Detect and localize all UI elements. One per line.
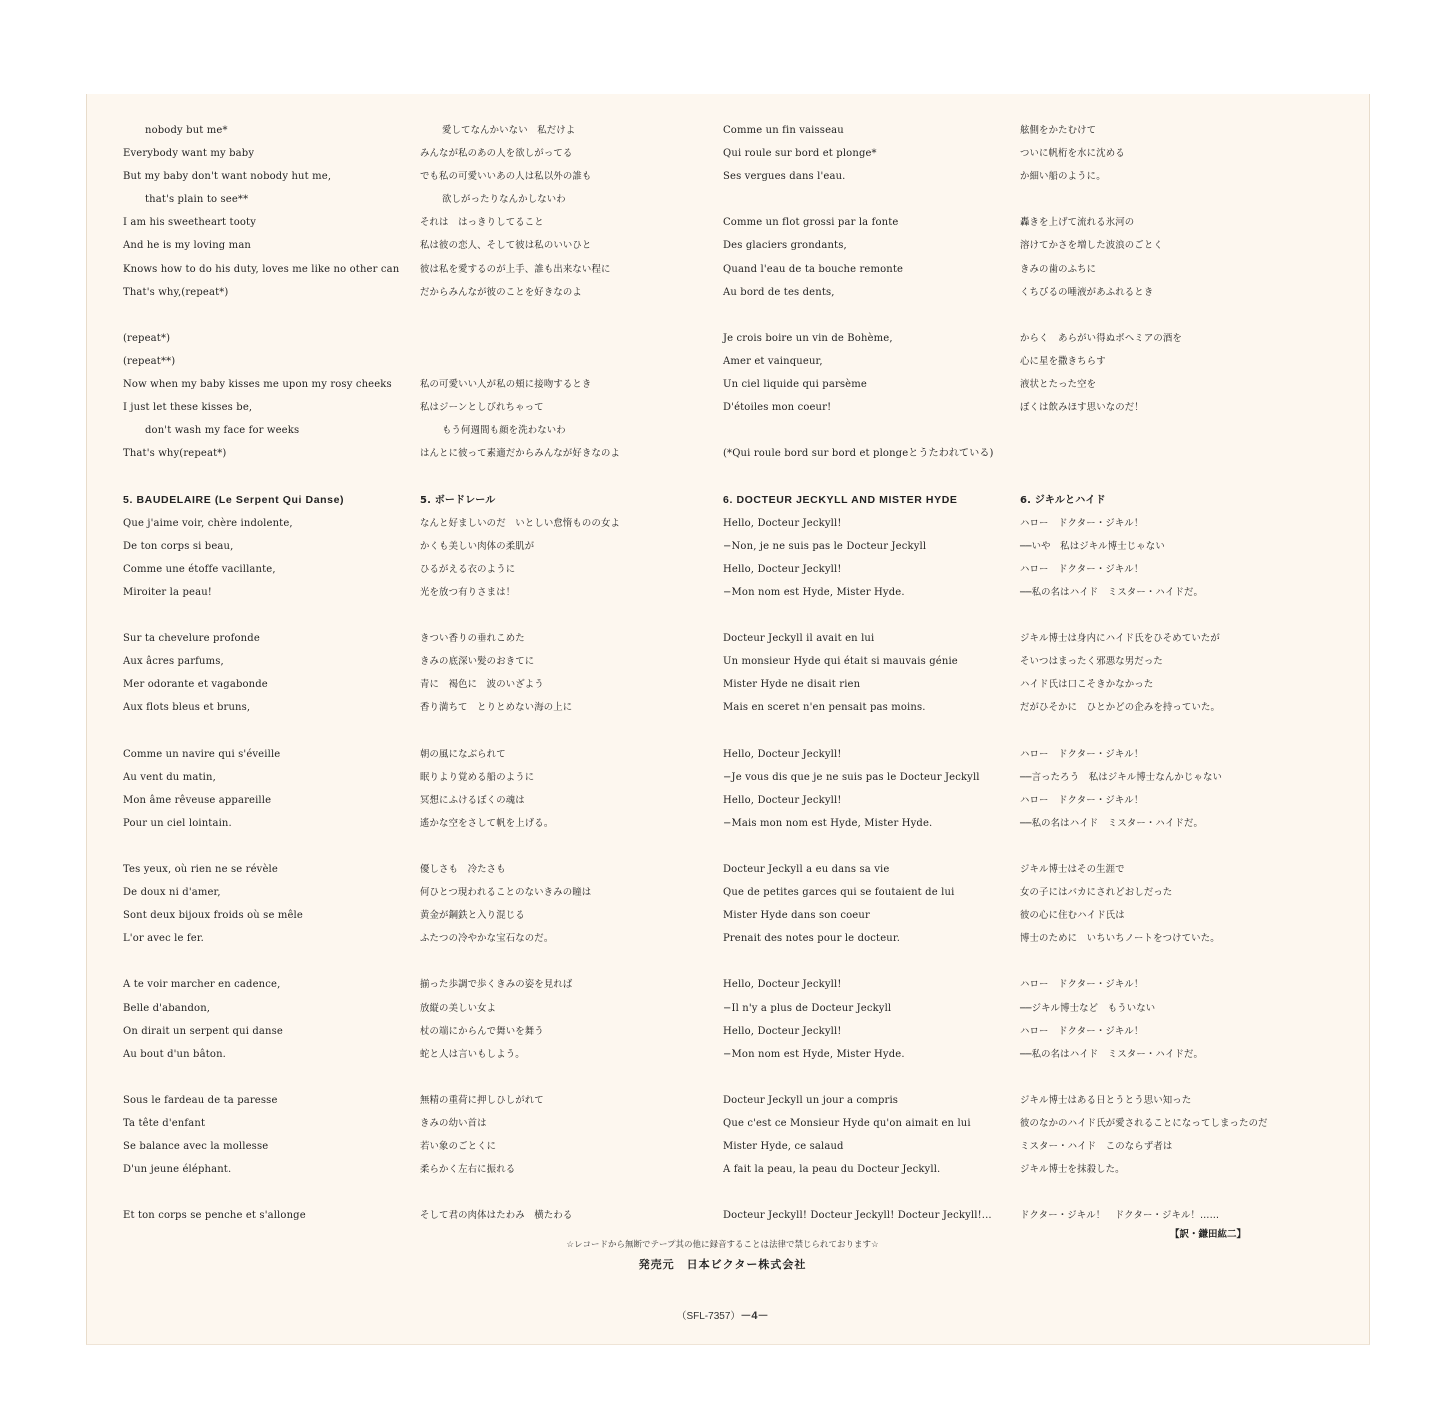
lyric-line: Docteur Jeckyll a eu dans sa vie: [723, 864, 890, 875]
lyric-line: Everybody want my baby: [123, 148, 255, 160]
lyric-line: (*Qui roule bord sur bord et plongeとうたわれている): [723, 448, 994, 460]
lyric-line: きみの底深い髪のおきてに: [420, 656, 535, 668]
lyric-line: Hello, Docteur Jeckyll!: [723, 794, 842, 806]
stanza-gap: [1020, 719, 1320, 742]
lyric-line: But my baby don't want nobody hut me,: [123, 171, 332, 183]
lyric-line: Des glaciers grondants,: [723, 240, 847, 252]
lyric-line: 優しさも 冷たさも: [420, 864, 506, 875]
lyric-line: ──いや 私はジキル博士じゃない: [1020, 540, 1165, 552]
stanza-gap: [123, 604, 413, 627]
lyric-line: 女の子にはバカにされどおしだった: [1020, 887, 1173, 899]
lyric-line: きつい香りの垂れこめた: [420, 633, 525, 645]
stanza-gap: [1020, 465, 1320, 488]
stanza-gap: [1020, 1181, 1320, 1204]
lyric-line: はんとに彼って素適だからみんなが好きなのよ: [420, 448, 621, 460]
page-footer: [0, 1307, 1445, 1323]
lyric-line: 何ひとつ現われることのないきみの瞳は: [420, 887, 592, 899]
lyric-line: ハロー ドクター・ジキル！: [1020, 1025, 1144, 1037]
stanza-gap: [123, 1066, 413, 1089]
lyric-line: Se balance avec la mollesse: [123, 1141, 269, 1153]
lyric-line: Au vent du matin,: [123, 771, 216, 783]
lyric-line: ついに帆桁を水に沈める: [1020, 148, 1125, 160]
stanza-gap: [123, 719, 413, 742]
lyric-line: みんなが私のあの人を欲しがってる: [420, 148, 573, 160]
lyric-line: I am his sweetheart tooty: [123, 217, 257, 229]
lyric-line: ハロー ドクター・ジキル！: [1020, 979, 1144, 991]
lyric-line: 青に 褐色に 波のいざよう: [420, 679, 544, 691]
lyric-line: Je crois boire un vin de Bohème,: [723, 332, 893, 344]
lyric-line: でも私の可愛いいあの人は私以外の誰も: [420, 171, 592, 183]
lyric-line: Pour un ciel lointain.: [123, 817, 232, 829]
lyric-line: 黄金が鋼鉄と入り混じる: [420, 910, 525, 922]
lyric-line: 心に星を撒きちらす: [1020, 355, 1106, 367]
lyric-line: Hello, Docteur Jeckyll!: [723, 517, 842, 529]
lyric-line: ハロー ドクター・ジキル！: [1020, 794, 1144, 806]
stanza-gap: [1020, 419, 1320, 442]
lyric-line: ハロー ドクター・ジキル！: [1020, 517, 1144, 529]
lyric-line: D'un jeune éléphant.: [123, 1164, 232, 1176]
lyric-line: that's plain to see**: [145, 194, 249, 206]
lyric-line: And he is my loving man: [123, 240, 252, 252]
lyric-line: からく あらがい得ぬボヘミアの酒を: [1020, 332, 1182, 344]
lyric-line: きみの幼い首は: [420, 1118, 487, 1130]
lyric-line: Mister Hyde, ce salaud: [723, 1141, 844, 1153]
lyric-line: I just let these kisses be,: [123, 402, 253, 414]
lyric-line: Sont deux bijoux froids où se mêle: [123, 910, 303, 922]
lyric-line: Au bout d'un bâton.: [123, 1048, 226, 1060]
lyric-line: か細い船のように。: [1020, 171, 1106, 183]
lyric-line: Que c'est ce Monsieur Hyde qu'on aimait en lui: [723, 1118, 971, 1130]
lyric-line: Sur ta chevelure profonde: [123, 633, 260, 645]
lyric-line: 柔らかく左右に振れる: [420, 1164, 516, 1176]
column-french-right: [723, 119, 1013, 1228]
lyric-line: ひるがえる衣のように: [420, 563, 516, 575]
lyric-line: Un ciel liquide qui parsème: [723, 379, 867, 391]
stanza-gap: [420, 835, 715, 858]
lyric-line: (repeat**): [123, 355, 176, 367]
stanza-gap: [723, 950, 1013, 973]
page-number: －4－: [740, 1310, 769, 1322]
lyric-line: Comme un navire qui s'éveille: [123, 748, 281, 760]
lyric-line: Et ton corps se penche et s'allonge: [123, 1210, 306, 1222]
lyric-line: ふたつの冷やかな宝石なのだ。: [420, 933, 554, 945]
lyric-line: Qui roule sur bord et plonge*: [723, 148, 877, 160]
lyric-line: ──私の名はハイド ミスター・ハイドだ。: [1020, 1048, 1204, 1060]
lyric-line: 彼の心に住むハイド氏は: [1020, 910, 1125, 922]
lyric-line: ジキル博士は身内にハイド氏をひそめていたが: [1020, 633, 1220, 645]
lyric-line: 轟きを上げて流れる氷河の: [1020, 217, 1135, 229]
lyric-line: 光を放つ有りさまは！: [420, 586, 516, 598]
stanza-gap: [420, 327, 715, 350]
lyric-line: Un monsieur Hyde qui était si mauvais génie: [723, 656, 958, 668]
lyric-line: そして君の肉体はたわみ 横たわる: [420, 1210, 573, 1222]
stanza-gap: [723, 1181, 1013, 1204]
stanza-gap: [723, 419, 1013, 442]
lyric-line: Comme un fin vaisseau: [723, 125, 844, 136]
stanza-gap: [420, 950, 715, 973]
lyric-line: Comme une étoffe vacillante,: [123, 563, 276, 575]
stanza-gap: [420, 350, 715, 373]
lyric-line: 香り満ちて とりとめない海の上に: [420, 702, 573, 714]
lyric-line: Mister Hyde ne disait rien: [723, 679, 861, 691]
stanza-gap: [1020, 1066, 1320, 1089]
lyric-line: De ton corps si beau,: [123, 540, 234, 552]
lyric-line: Mister Hyde dans son coeur: [723, 910, 870, 922]
lyric-line: Prenait des notes pour le docteur.: [723, 933, 901, 945]
stanza-gap: [123, 835, 413, 858]
lyric-line: ぼくは飲みほす思いなのだ！: [1020, 402, 1144, 414]
stanza-gap: [123, 950, 413, 973]
lyric-line: −Il n'y a plus de Docteur Jeckyll: [723, 1002, 892, 1014]
lyric-line: De doux ni d'amer,: [123, 887, 221, 899]
lyric-line: 眠りより覚める船のように: [420, 771, 535, 783]
lyric-line: きみの歯のふちに: [1020, 263, 1097, 275]
lyric-line: 蛇と人は言いもしよう。: [420, 1048, 525, 1060]
stanza-gap: [723, 465, 1013, 488]
lyric-line: Sous le fardeau de ta paresse: [123, 1094, 278, 1106]
lyric-line: 溶けてかさを増した波浪のごとく: [1020, 240, 1163, 252]
stanza-gap: [420, 304, 715, 327]
stanza-gap: [420, 1066, 715, 1089]
lyric-line: Hello, Docteur Jeckyll!: [723, 748, 842, 760]
lyric-line: Aux flots bleus et bruns,: [123, 702, 251, 714]
lyric-line: 若い象のごとくに: [420, 1141, 497, 1153]
stanza-gap: [420, 604, 715, 627]
lyric-line: ミスター・ハイド このならず者は: [1020, 1141, 1173, 1153]
lyric-line: 遙かな空をさして帆を上げる。: [420, 817, 554, 829]
lyric-line: Au bord de tes dents,: [723, 286, 835, 298]
lyric-line: かくも美しい肉体の柔肌が: [420, 540, 535, 552]
lyric-line: 舷側をかたむけて: [1020, 125, 1097, 136]
column-english-left: [123, 119, 413, 1228]
lyric-line: −Mon nom est Hyde, Mister Hyde.: [723, 586, 905, 598]
lyric-line: ──私の名はハイド ミスター・ハイドだ。: [1020, 586, 1204, 598]
lyric-line: Belle d'abandon,: [123, 1002, 211, 1014]
lyric-line: (repeat*): [123, 332, 171, 344]
stanza-gap: [1020, 835, 1320, 858]
lyric-line: くちびるの唾液があふれるとき: [1020, 286, 1154, 298]
stanza-gap: [1020, 304, 1320, 327]
lyric-line: Docteur Jeckyll il avait en lui: [723, 633, 875, 645]
lyric-line: That's why(repeat*): [123, 448, 227, 460]
lyric-line: Now when my baby kisses me upon my rosy cheeks: [123, 379, 392, 391]
song-heading: 6. ジキルとハイド: [1020, 494, 1106, 506]
song-heading: 5. BAUDELAIRE (Le Serpent Qui Danse): [123, 493, 345, 506]
lyric-line: Knows how to do his duty, loves me like no other can: [123, 263, 400, 275]
stanza-gap: [723, 1066, 1013, 1089]
lyric-line: −Mon nom est Hyde, Mister Hyde.: [723, 1048, 905, 1060]
publisher: 発売元 日本ビクター株式会社: [638, 1258, 807, 1271]
lyric-line: だからみんなが彼のことを好きなのよ: [420, 286, 582, 298]
lyric-line: ドクター・ジキル！ ドクター・ジキル！……: [1020, 1210, 1220, 1222]
lyric-line: Docteur Jeckyll un jour a compris: [723, 1094, 899, 1106]
song-heading: 6. DOCTEUR JECKYLL AND MISTER HYDE: [723, 493, 958, 506]
stanza-gap: [420, 1181, 715, 1204]
lyric-line: −Non, je ne suis pas le Docteur Jeckyll: [723, 540, 927, 552]
lyric-line: 彼のなかのハイド氏が愛されることになってしまったのだ: [1020, 1118, 1268, 1130]
lyric-line: 私の可愛いい人が私の頬に接吻するとき: [420, 379, 592, 391]
lyric-line: ──私の名はハイド ミスター・ハイドだ。: [1020, 817, 1204, 829]
stanza-gap: [723, 188, 1013, 211]
lyric-line: 杖の端にからんで舞いを舞う: [420, 1025, 544, 1037]
lyric-line: don't wash my face for weeks: [145, 425, 300, 437]
stanza-gap: [123, 465, 413, 488]
lyric-line: Aux âcres parfums,: [123, 656, 224, 668]
lyric-line: Hello, Docteur Jeckyll!: [723, 979, 842, 991]
lyric-line: なんと好ましいのだ いとしい怠惰ものの女よ: [420, 517, 621, 529]
lyric-line: 彼は私を愛するのが上手、誰も出来ない程に: [420, 263, 611, 275]
lyric-line: Amer et vainqueur,: [723, 355, 823, 367]
lyric-line: それは はっきりしてること: [420, 217, 544, 229]
lyric-line: −Je vous dis que je ne suis pas le Docteur Jeckyll: [723, 771, 980, 783]
lyric-line: Quand l'eau de ta bouche remonte: [723, 263, 904, 275]
lyric-line: 揃った歩調で歩くきみの姿を見れば: [420, 979, 573, 991]
lyric-line: もう何週間も顔を洗わないわ: [442, 425, 566, 437]
stanza-gap: [723, 604, 1013, 627]
copyright-notice: ☆レコードから無断でテープ其の他に録音することは法律で禁じられております☆: [566, 1240, 879, 1250]
stanza-gap: [1020, 442, 1320, 465]
column-japanese-left: [420, 119, 715, 1228]
lyric-line: Docteur Jeckyll! Docteur Jeckyll! Docteur Jeckyll!...: [723, 1210, 992, 1222]
stanza-gap: [723, 304, 1013, 327]
translator-credit: 【訳・鎌田紘二】: [1170, 1229, 1247, 1240]
stanza-gap: [123, 1181, 413, 1204]
lyric-line: nobody but me*: [145, 125, 228, 136]
lyric-line: L'or avec le fer.: [123, 933, 205, 945]
column-japanese-right: [1020, 119, 1320, 1228]
lyric-line: On dirait un serpent qui danse: [123, 1025, 283, 1037]
lyric-line: A te voir marcher en cadence,: [123, 979, 281, 991]
stanza-gap: [1020, 950, 1320, 973]
lyric-line: だがひそかに ひとかどの企みを持っていた。: [1020, 702, 1221, 714]
stanza-gap: [123, 304, 413, 327]
lyric-line: 私はジーンとしびれちゃって: [420, 402, 544, 414]
stanza-gap: [1020, 188, 1320, 211]
stanza-gap: [420, 719, 715, 742]
lyric-line: ──言ったろう 私はジキル博士なんかじゃない: [1020, 771, 1222, 783]
lyric-line: Ta tête d'enfant: [123, 1118, 206, 1130]
lyric-line: 無精の重荷に押しひしがれて: [420, 1094, 544, 1106]
stanza-gap: [420, 465, 715, 488]
lyric-line: Hello, Docteur Jeckyll!: [723, 563, 842, 575]
lyric-line: 朝の風になぶられて: [420, 748, 506, 760]
lyric-line: ジキル博士はその生涯で: [1020, 864, 1125, 875]
lyric-line: ジキル博士はある日とうとう思い知った: [1020, 1094, 1192, 1106]
lyric-line: −Mais mon nom est Hyde, Mister Hyde.: [723, 817, 933, 829]
lyric-line: ジキル博士を抹殺した。: [1020, 1164, 1125, 1176]
lyric-line: Hello, Docteur Jeckyll!: [723, 1025, 842, 1037]
lyric-line: 愛してなんかいない 私だけよ: [442, 125, 576, 136]
lyric-line: D'étoiles mon coeur!: [723, 402, 832, 414]
lyric-line: 私は彼の恋人、そして彼は私のいいひと: [420, 240, 592, 252]
lyric-line: Mer odorante et vagabonde: [123, 679, 268, 691]
lyric-line: That's why,(repeat*): [123, 286, 229, 298]
lyric-line: Que j'aime voir, chère indolente,: [123, 517, 293, 529]
lyric-line: A fait la peau, la peau du Docteur Jeckyll.: [723, 1164, 941, 1176]
stanza-gap: [1020, 604, 1320, 627]
lyric-line: Que de petites garces qui se foutaient de lui: [723, 887, 955, 899]
stanza-gap: [723, 835, 1013, 858]
lyric-line: Tes yeux, où rien ne se révèle: [123, 864, 278, 875]
lyric-line: Ses vergues dans l'eau.: [723, 171, 846, 183]
lyric-line: ハイド氏は口こそきかなかった: [1020, 679, 1154, 691]
lyric-line: Mon âme rêveuse appareille: [123, 794, 272, 806]
lyric-line: そいつはまったく邪悪な男だった: [1020, 656, 1163, 668]
lyric-line: Miroiter la peau!: [123, 586, 212, 598]
lyric-line: 液状とたった空を: [1020, 379, 1097, 391]
lyric-line: 博士のために いちいちノートをつけていた。: [1020, 933, 1220, 945]
lyric-line: ハロー ドクター・ジキル！: [1020, 563, 1144, 575]
lyric-line: Comme un flot grossi par la fonte: [723, 217, 899, 229]
lyric-line: ハロー ドクター・ジキル！: [1020, 748, 1144, 760]
lyric-line: Mais en sceret n'en pensait pas moins.: [723, 702, 926, 714]
lyric-line: 冥想にふけるぼくの魂は: [420, 794, 525, 806]
stanza-gap: [723, 719, 1013, 742]
catalog-number: （SFL-7357）: [676, 1311, 741, 1322]
song-heading: 5. ボードレール: [420, 494, 496, 506]
lyric-line: ──ジキル博士など もういない: [1020, 1002, 1156, 1014]
lyric-line: 放縦の美しい女よ: [420, 1002, 497, 1014]
lyric-line: 欲しがったりなんかしないわ: [442, 194, 566, 206]
